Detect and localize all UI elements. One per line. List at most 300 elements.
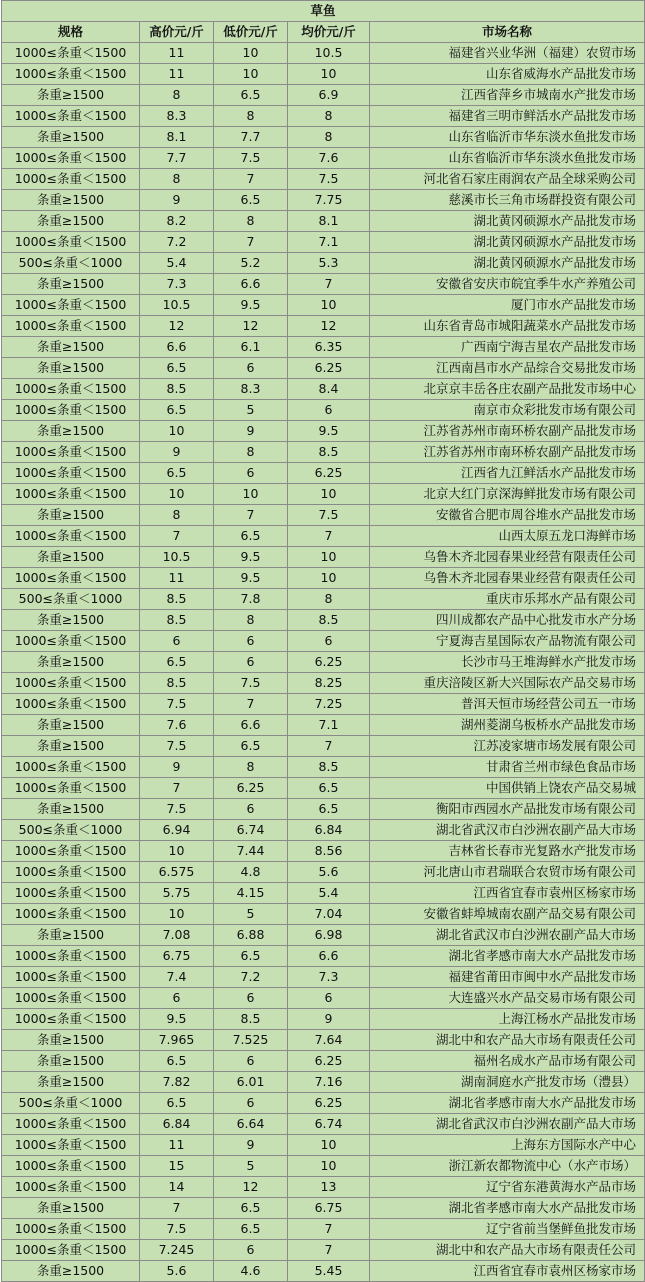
cell-high-price: 6.75 (140, 946, 214, 967)
cell-avg-price: 7.25 (288, 694, 370, 715)
table-row (2, 967, 645, 988)
cell-spec: 1000≤条重＜1500 (2, 631, 140, 652)
cell-high-price: 10.5 (140, 547, 214, 568)
cell-low-price: 6 (214, 652, 288, 673)
table-row (2, 610, 645, 631)
cell-avg-price: 5.3 (288, 253, 370, 274)
cell-avg-price: 10.5 (288, 43, 370, 64)
cell-market: 安徽省蚌埠城南农副产品交易有限公司 (370, 904, 645, 925)
table-row (2, 589, 645, 610)
cell-market: 安徽省安庆市皖宜季牛水产养殖公司 (370, 274, 645, 295)
table-row (2, 106, 645, 127)
cell-low-price: 9 (214, 421, 288, 442)
header-low-price: 低价元/斤 (214, 22, 288, 43)
cell-high-price: 6.5 (140, 1051, 214, 1072)
cell-high-price: 6.5 (140, 1093, 214, 1114)
cell-high-price: 6.84 (140, 1114, 214, 1135)
cell-avg-price: 6.35 (288, 337, 370, 358)
cell-market: 辽宁省东港黄海水产品市场 (370, 1177, 645, 1198)
cell-avg-price: 5.45 (288, 1261, 370, 1282)
cell-market: 浙江新农都物流中心（水产市场） (370, 1156, 645, 1177)
table-row (2, 43, 645, 64)
cell-market: 江西省九江鲜活水产品批发市场 (370, 463, 645, 484)
cell-avg-price: 10 (288, 568, 370, 589)
cell-avg-price: 8.5 (288, 442, 370, 463)
cell-spec: 条重≥1500 (2, 1198, 140, 1219)
table-row (2, 736, 645, 757)
table-row (2, 799, 645, 820)
cell-high-price: 6.575 (140, 862, 214, 883)
table-row (2, 1051, 645, 1072)
cell-high-price: 14 (140, 1177, 214, 1198)
cell-spec: 500≤条重＜1000 (2, 253, 140, 274)
cell-high-price: 5.4 (140, 253, 214, 274)
cell-low-price: 12 (214, 1177, 288, 1198)
cell-high-price: 7.2 (140, 232, 214, 253)
cell-low-price: 4.6 (214, 1261, 288, 1282)
cell-market: 江西南昌市水产品综合交易批发市场 (370, 358, 645, 379)
cell-high-price: 7.245 (140, 1240, 214, 1261)
cell-market: 北京京丰岳各庄农副产品批发市场中心 (370, 379, 645, 400)
cell-market: 湖北省武汉市白沙洲农副产品大市场 (370, 820, 645, 841)
cell-spec: 1000≤条重＜1500 (2, 568, 140, 589)
cell-low-price: 7.525 (214, 1030, 288, 1051)
table-row (2, 904, 645, 925)
cell-market: 湖州菱湖乌板桥水产品批发市场 (370, 715, 645, 736)
cell-spec: 1000≤条重＜1500 (2, 1156, 140, 1177)
cell-high-price: 10 (140, 904, 214, 925)
cell-low-price: 10 (214, 43, 288, 64)
cell-high-price: 7.7 (140, 148, 214, 169)
cell-avg-price: 8 (288, 127, 370, 148)
cell-market: 普洱天恒市场经营公司五一市场 (370, 694, 645, 715)
header-row (2, 22, 645, 43)
cell-spec: 条重≥1500 (2, 274, 140, 295)
table-row (2, 1219, 645, 1240)
cell-market: 湖北中和农产品大市场有限责任公司 (370, 1030, 645, 1051)
cell-high-price: 10 (140, 841, 214, 862)
cell-avg-price: 9.5 (288, 421, 370, 442)
header-spec: 规格 (2, 22, 140, 43)
cell-low-price: 6.6 (214, 274, 288, 295)
table-row (2, 148, 645, 169)
cell-high-price: 9.5 (140, 1009, 214, 1030)
table-row (2, 946, 645, 967)
cell-low-price: 6.5 (214, 1198, 288, 1219)
table-row (2, 1009, 645, 1030)
cell-low-price: 6.5 (214, 736, 288, 757)
cell-high-price: 10 (140, 484, 214, 505)
cell-market: 山东省威海水产品批发市场 (370, 64, 645, 85)
cell-high-price: 7.82 (140, 1072, 214, 1093)
cell-avg-price: 7 (288, 736, 370, 757)
cell-market: 安徽省合肥市周谷堆水产品批发市场 (370, 505, 645, 526)
cell-high-price: 7.5 (140, 1219, 214, 1240)
cell-low-price: 7.44 (214, 841, 288, 862)
price-table (1, 0, 645, 1282)
cell-low-price: 5 (214, 904, 288, 925)
cell-spec: 500≤条重＜1000 (2, 820, 140, 841)
cell-low-price: 9 (214, 1135, 288, 1156)
cell-low-price: 7.7 (214, 127, 288, 148)
table-row (2, 1156, 645, 1177)
cell-low-price: 8 (214, 757, 288, 778)
cell-low-price: 6.5 (214, 190, 288, 211)
table-row (2, 988, 645, 1009)
table-row (2, 694, 645, 715)
cell-market: 吉林省长春市光复路水产批发市场 (370, 841, 645, 862)
table-row (2, 169, 645, 190)
cell-low-price: 7.2 (214, 967, 288, 988)
header-market: 市场名称 (370, 22, 645, 43)
cell-avg-price: 6 (288, 988, 370, 1009)
table-row (2, 232, 645, 253)
cell-market: 福州名成水产品市场有限公司 (370, 1051, 645, 1072)
cell-avg-price: 6 (288, 400, 370, 421)
cell-low-price: 7 (214, 505, 288, 526)
cell-avg-price: 6.74 (288, 1114, 370, 1135)
cell-market: 湖北省孝感市南大水产品批发市场 (370, 946, 645, 967)
cell-market: 江苏凌家塘市场发展有限公司 (370, 736, 645, 757)
table-row (2, 274, 645, 295)
cell-market: 山东省临沂市华东淡水鱼批发市场 (370, 127, 645, 148)
table-row (2, 757, 645, 778)
cell-avg-price: 6.25 (288, 652, 370, 673)
cell-low-price: 6 (214, 1051, 288, 1072)
cell-high-price: 8 (140, 505, 214, 526)
cell-spec: 条重≥1500 (2, 337, 140, 358)
cell-market: 广西南宁海吉星农产品批发市场 (370, 337, 645, 358)
cell-market: 江西省宜春市袁州区杨家市场 (370, 883, 645, 904)
table-row (2, 337, 645, 358)
cell-low-price: 6.74 (214, 820, 288, 841)
cell-low-price: 8.3 (214, 379, 288, 400)
cell-market: 江苏省苏州市南环桥农副产品批发市场 (370, 421, 645, 442)
cell-high-price: 10 (140, 421, 214, 442)
cell-high-price: 6.5 (140, 463, 214, 484)
cell-high-price: 6.5 (140, 652, 214, 673)
table-row (2, 568, 645, 589)
cell-avg-price: 6.5 (288, 799, 370, 820)
table-row (2, 505, 645, 526)
table-row (2, 925, 645, 946)
cell-avg-price: 8.1 (288, 211, 370, 232)
cell-low-price: 6.1 (214, 337, 288, 358)
cell-high-price: 6 (140, 988, 214, 1009)
cell-market: 江西省宜春市袁州区杨家市场 (370, 1261, 645, 1282)
cell-spec: 1000≤条重＜1500 (2, 862, 140, 883)
table-row (2, 547, 645, 568)
cell-spec: 条重≥1500 (2, 1072, 140, 1093)
cell-high-price: 11 (140, 1135, 214, 1156)
table-row (2, 1240, 645, 1261)
cell-low-price: 4.15 (214, 883, 288, 904)
cell-high-price: 8.5 (140, 379, 214, 400)
cell-avg-price: 6.9 (288, 85, 370, 106)
table-row (2, 1072, 645, 1093)
cell-high-price: 7 (140, 778, 214, 799)
cell-low-price: 8.5 (214, 1009, 288, 1030)
cell-low-price: 6.88 (214, 925, 288, 946)
table-row (2, 1135, 645, 1156)
cell-spec: 1000≤条重＜1500 (2, 316, 140, 337)
cell-market: 湖北省孝感市南大水产品批发市场 (370, 1198, 645, 1219)
cell-high-price: 8.3 (140, 106, 214, 127)
cell-spec: 1000≤条重＜1500 (2, 1240, 140, 1261)
cell-avg-price: 6.25 (288, 358, 370, 379)
cell-market: 上海东方国际水产中心 (370, 1135, 645, 1156)
cell-avg-price: 7.75 (288, 190, 370, 211)
cell-low-price: 5.2 (214, 253, 288, 274)
cell-high-price: 6.6 (140, 337, 214, 358)
cell-avg-price: 10 (288, 64, 370, 85)
cell-low-price: 6.5 (214, 526, 288, 547)
cell-high-price: 7.5 (140, 736, 214, 757)
cell-spec: 1000≤条重＜1500 (2, 442, 140, 463)
cell-market: 湖北省武汉市白沙洲农副产品大市场 (370, 1114, 645, 1135)
cell-spec: 条重≥1500 (2, 358, 140, 379)
cell-avg-price: 6 (288, 631, 370, 652)
cell-low-price: 6 (214, 988, 288, 1009)
cell-market: 湖北黄冈硕源水产品批发市场 (370, 211, 645, 232)
cell-low-price: 7 (214, 169, 288, 190)
table-row (2, 442, 645, 463)
cell-low-price: 7 (214, 232, 288, 253)
cell-high-price: 7 (140, 526, 214, 547)
cell-avg-price: 5.6 (288, 862, 370, 883)
cell-market: 山西太原五龙口海鲜市场 (370, 526, 645, 547)
cell-spec: 条重≥1500 (2, 925, 140, 946)
cell-avg-price: 8 (288, 106, 370, 127)
table-row (2, 211, 645, 232)
table-row (2, 463, 645, 484)
cell-avg-price: 6.98 (288, 925, 370, 946)
cell-avg-price: 8.5 (288, 757, 370, 778)
cell-high-price: 6.94 (140, 820, 214, 841)
cell-low-price: 7.5 (214, 673, 288, 694)
cell-spec: 条重≥1500 (2, 85, 140, 106)
cell-spec: 1000≤条重＜1500 (2, 694, 140, 715)
table-row (2, 1198, 645, 1219)
cell-market: 河北省石家庄雨润农产品全球采购公司 (370, 169, 645, 190)
cell-high-price: 9 (140, 757, 214, 778)
cell-spec: 条重≥1500 (2, 1030, 140, 1051)
cell-spec: 1000≤条重＜1500 (2, 463, 140, 484)
cell-low-price: 6.5 (214, 946, 288, 967)
cell-high-price: 11 (140, 43, 214, 64)
cell-avg-price: 7.5 (288, 169, 370, 190)
cell-avg-price: 7.64 (288, 1030, 370, 1051)
cell-avg-price: 8.5 (288, 610, 370, 631)
table-row (2, 862, 645, 883)
cell-market: 重庆市乐邦水产品有限公司 (370, 589, 645, 610)
cell-spec: 1000≤条重＜1500 (2, 379, 140, 400)
cell-high-price: 9 (140, 190, 214, 211)
cell-avg-price: 7 (288, 1219, 370, 1240)
cell-avg-price: 10 (288, 547, 370, 568)
cell-high-price: 5.75 (140, 883, 214, 904)
cell-market: 长沙市马王堆海鲜水产批发市场 (370, 652, 645, 673)
cell-market: 中国供销上饶农产品交易城 (370, 778, 645, 799)
cell-market: 南京市众彩批发市场有限公司 (370, 400, 645, 421)
cell-spec: 1000≤条重＜1500 (2, 841, 140, 862)
cell-market: 河北唐山市君瑞联合农贸市场有限公司 (370, 862, 645, 883)
title-row (2, 1, 645, 22)
cell-high-price: 12 (140, 316, 214, 337)
cell-low-price: 6.5 (214, 1219, 288, 1240)
cell-high-price: 8.5 (140, 673, 214, 694)
cell-market: 乌鲁木齐北园春果业经营有限责任公司 (370, 547, 645, 568)
cell-spec: 条重≥1500 (2, 127, 140, 148)
table-row (2, 631, 645, 652)
cell-market: 福建省兴业华洲（福建）农贸市场 (370, 43, 645, 64)
cell-spec: 条重≥1500 (2, 421, 140, 442)
cell-market: 江西省萍乡市城南水产批发市场 (370, 85, 645, 106)
cell-avg-price: 10 (288, 484, 370, 505)
cell-low-price: 8 (214, 106, 288, 127)
table-row (2, 85, 645, 106)
cell-avg-price: 10 (288, 295, 370, 316)
cell-spec: 1000≤条重＜1500 (2, 43, 140, 64)
cell-high-price: 8.5 (140, 610, 214, 631)
cell-market: 湖北中和农产品大市场有限责任公司 (370, 1240, 645, 1261)
cell-spec: 条重≥1500 (2, 190, 140, 211)
cell-low-price: 8 (214, 211, 288, 232)
table-row (2, 715, 645, 736)
cell-market: 四川成都农产品中心批发市水产分场 (370, 610, 645, 631)
cell-market: 山东省青岛市城阳蔬菜水产品批发市场 (370, 316, 645, 337)
table-row (2, 526, 645, 547)
table-row (2, 883, 645, 904)
cell-spec: 1000≤条重＜1500 (2, 1219, 140, 1240)
cell-low-price: 12 (214, 316, 288, 337)
cell-spec: 条重≥1500 (2, 547, 140, 568)
cell-market: 湖北黄冈硕源水产品批发市场 (370, 253, 645, 274)
table-row (2, 379, 645, 400)
cell-avg-price: 7.04 (288, 904, 370, 925)
cell-spec: 1000≤条重＜1500 (2, 106, 140, 127)
cell-high-price: 7.5 (140, 694, 214, 715)
cell-spec: 条重≥1500 (2, 736, 140, 757)
cell-spec: 条重≥1500 (2, 610, 140, 631)
table-row (2, 64, 645, 85)
cell-low-price: 6 (214, 631, 288, 652)
cell-low-price: 8 (214, 610, 288, 631)
cell-market: 湖北黄冈硕源水产品批发市场 (370, 232, 645, 253)
cell-low-price: 6.5 (214, 85, 288, 106)
cell-low-price: 10 (214, 484, 288, 505)
cell-avg-price: 6.6 (288, 946, 370, 967)
cell-high-price: 7.4 (140, 967, 214, 988)
cell-high-price: 15 (140, 1156, 214, 1177)
cell-high-price: 9 (140, 442, 214, 463)
table-row (2, 1093, 645, 1114)
cell-low-price: 6.6 (214, 715, 288, 736)
cell-market: 乌鲁木齐北园春果业经营有限责任公司 (370, 568, 645, 589)
cell-low-price: 6 (214, 799, 288, 820)
cell-avg-price: 6.25 (288, 1093, 370, 1114)
cell-high-price: 8 (140, 169, 214, 190)
table-row (2, 778, 645, 799)
cell-low-price: 5 (214, 1156, 288, 1177)
cell-avg-price: 6.25 (288, 1051, 370, 1072)
cell-spec: 1000≤条重＜1500 (2, 232, 140, 253)
cell-avg-price: 9 (288, 1009, 370, 1030)
cell-low-price: 9.5 (214, 568, 288, 589)
cell-high-price: 7.6 (140, 715, 214, 736)
table-row (2, 1261, 645, 1282)
table-row (2, 400, 645, 421)
cell-avg-price: 7 (288, 526, 370, 547)
cell-spec: 500≤条重＜1000 (2, 1093, 140, 1114)
cell-avg-price: 6.25 (288, 463, 370, 484)
cell-avg-price: 10 (288, 1156, 370, 1177)
cell-high-price: 8.1 (140, 127, 214, 148)
header-high-price: 高价元/斤 (140, 22, 214, 43)
cell-high-price: 6 (140, 631, 214, 652)
cell-market: 福建省三明市鲜活水产品批发市场 (370, 106, 645, 127)
cell-low-price: 10 (214, 64, 288, 85)
cell-avg-price: 8.4 (288, 379, 370, 400)
cell-spec: 1000≤条重＜1500 (2, 1114, 140, 1135)
cell-low-price: 9.5 (214, 295, 288, 316)
table-row (2, 358, 645, 379)
table-row (2, 190, 645, 211)
cell-avg-price: 7.5 (288, 505, 370, 526)
cell-low-price: 6 (214, 463, 288, 484)
cell-avg-price: 12 (288, 316, 370, 337)
cell-spec: 条重≥1500 (2, 505, 140, 526)
cell-high-price: 11 (140, 568, 214, 589)
cell-avg-price: 8.56 (288, 841, 370, 862)
cell-market: 慈溪市长三角市场群投资有限公司 (370, 190, 645, 211)
cell-high-price: 8.5 (140, 589, 214, 610)
cell-avg-price: 7 (288, 1240, 370, 1261)
cell-spec: 1000≤条重＜1500 (2, 295, 140, 316)
cell-spec: 1000≤条重＜1500 (2, 400, 140, 421)
cell-avg-price: 8.25 (288, 673, 370, 694)
cell-spec: 1000≤条重＜1500 (2, 988, 140, 1009)
cell-spec: 1000≤条重＜1500 (2, 526, 140, 547)
cell-spec: 1000≤条重＜1500 (2, 484, 140, 505)
cell-spec: 1000≤条重＜1500 (2, 1009, 140, 1030)
cell-high-price: 8 (140, 85, 214, 106)
cell-market: 厦门市水产品批发市场 (370, 295, 645, 316)
cell-avg-price: 7 (288, 274, 370, 295)
cell-spec: 1000≤条重＜1500 (2, 757, 140, 778)
cell-high-price: 7.965 (140, 1030, 214, 1051)
cell-high-price: 5.6 (140, 1261, 214, 1282)
cell-avg-price: 10 (288, 1135, 370, 1156)
cell-market: 宁夏海吉星国际农产品物流有限公司 (370, 631, 645, 652)
cell-avg-price: 7.3 (288, 967, 370, 988)
cell-low-price: 8 (214, 442, 288, 463)
cell-low-price: 6.01 (214, 1072, 288, 1093)
cell-low-price: 7.5 (214, 148, 288, 169)
table-row (2, 820, 645, 841)
cell-spec: 1000≤条重＜1500 (2, 1177, 140, 1198)
cell-avg-price: 8 (288, 589, 370, 610)
cell-avg-price: 6.75 (288, 1198, 370, 1219)
cell-low-price: 7.8 (214, 589, 288, 610)
table-body (2, 43, 645, 1282)
cell-spec: 1000≤条重＜1500 (2, 778, 140, 799)
cell-high-price: 6.5 (140, 400, 214, 421)
cell-avg-price: 6.5 (288, 778, 370, 799)
table-row (2, 316, 645, 337)
cell-avg-price: 7.6 (288, 148, 370, 169)
cell-spec: 1000≤条重＜1500 (2, 148, 140, 169)
